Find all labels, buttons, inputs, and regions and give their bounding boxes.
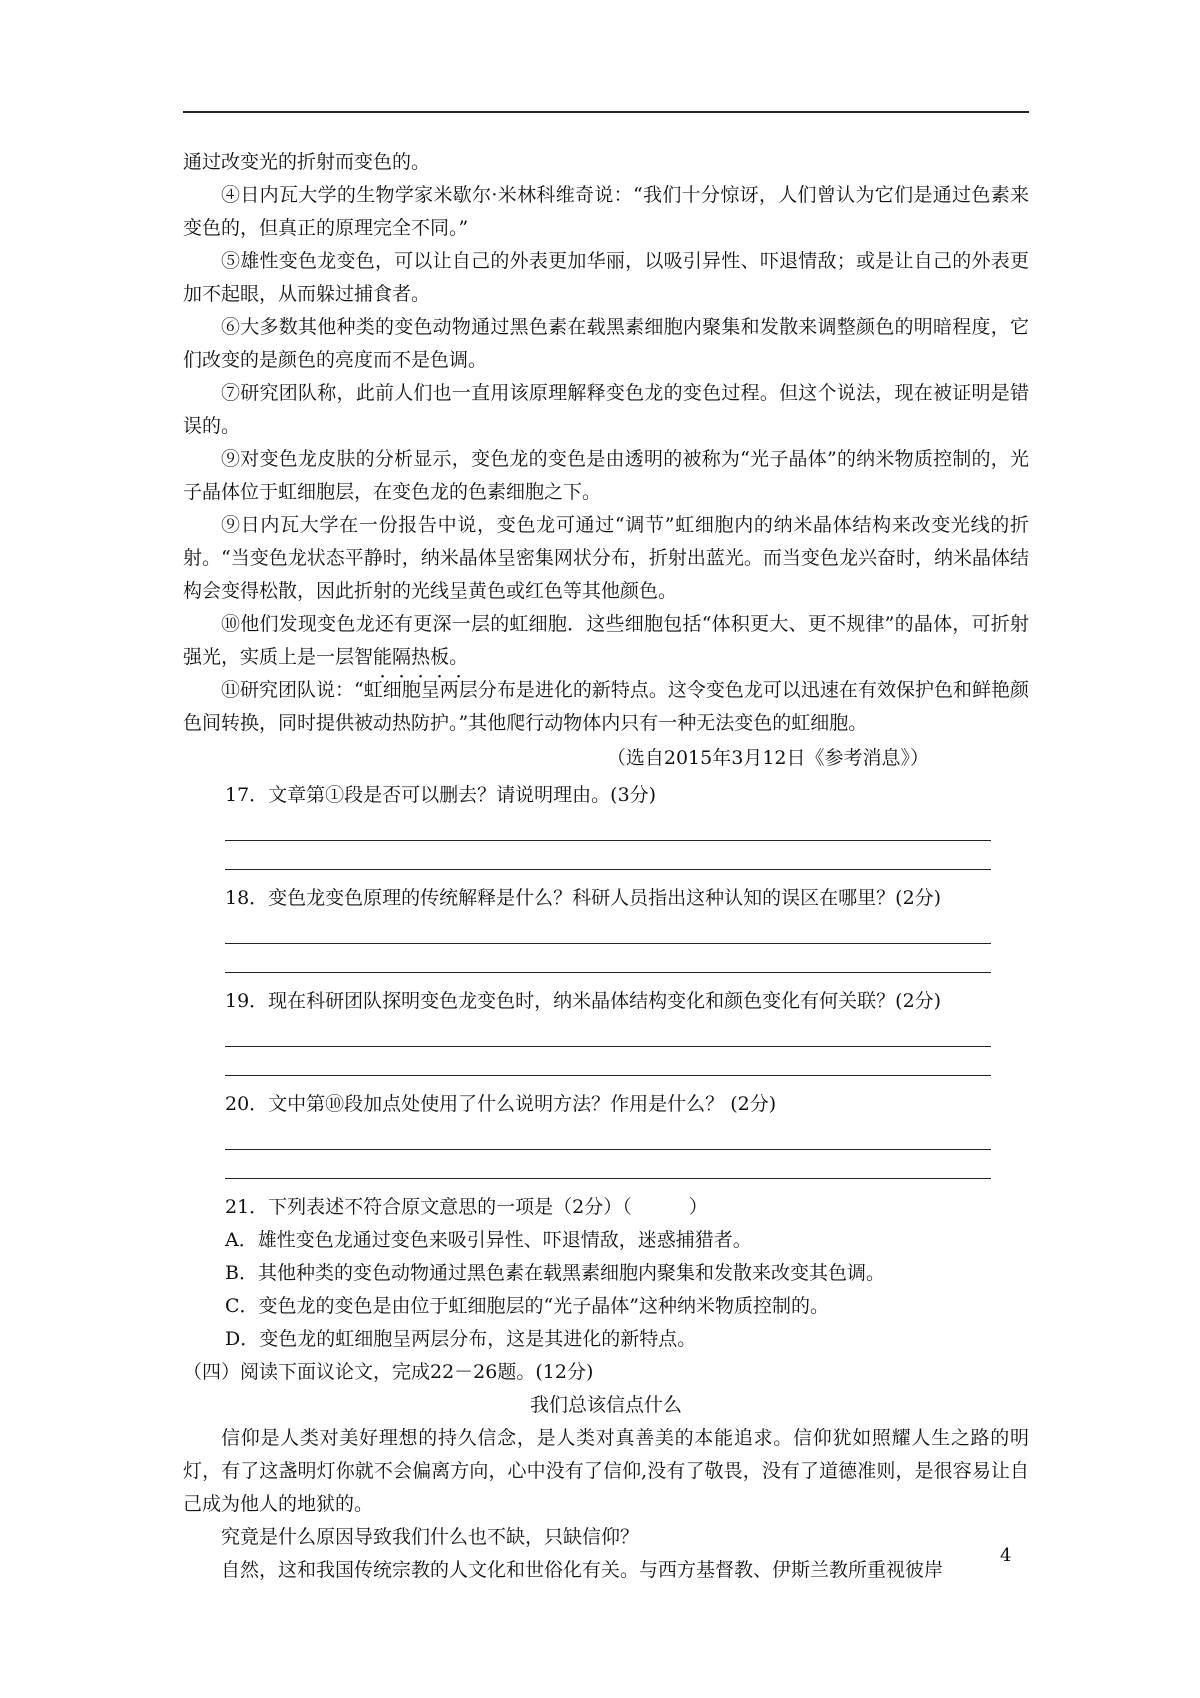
answer-line[interactable]: [225, 1150, 991, 1179]
answer-line[interactable]: [225, 1121, 991, 1150]
dotted-char: 智: [354, 646, 374, 668]
question-21: 21．下列表述不符合原文意思的一项是（2分）（ ）: [225, 1196, 708, 1218]
paragraph-10-before: ⑩他们发现变色龙还有更深一层的虹细胞．这些细胞包括“体积更大、更不规律”的晶体，可折射强光，实质上是一层: [183, 613, 1029, 668]
paragraph: ⑤雄性变色龙变色，可以让自己的外表更加华丽，以吸引异性、吓退情敌；或是让自己的外表更加不起眼，从而躲过捕食者。: [183, 250, 1029, 305]
option-c: C．变色龙的变色是由位于虹细胞层的“光子晶体”这种纳米物质控制的。: [225, 1295, 829, 1317]
paragraph-10: [183, 608, 1029, 674]
paragraph: ⑨对变色龙皮肤的分析显示，变色龙的变色是由透明的被称为“光子晶体”的纳米物质控制的，光子晶体位于虹细胞层，在变色龙的色素细胞之下。: [183, 448, 1029, 503]
paragraph: ④日内瓦大学的生物学家米歇尔·米林科维奇说：“我们十分惊讶，人们曾认为它们是通过色素来变色的，但真正的原理完全不同。”: [183, 184, 1029, 239]
option-a: A．雄性变色龙通过变色来吸引异性、吓退情敌，迷惑捕猎者。: [225, 1229, 752, 1251]
answer-line[interactable]: [225, 944, 991, 973]
essay-title: 我们总该信点什么: [529, 1394, 682, 1416]
page-number: 4: [1000, 1545, 1012, 1566]
section-heading: （四）阅读下面议论文，完成22－26题。(12分): [183, 1361, 594, 1383]
question-20: 20．文中第⑩段加点处使用了什么说明方法？作用是什么？ (2分): [225, 1093, 777, 1115]
essay-paragraph: 信仰是人类对美好理想的持久信念，是人类对真善美的本能追求。信仰犹如照耀人生之路的明灯，有了这盏明灯你就不会偏离方向，心中没有了信仰,没有了敬畏，没有了道德准则，是很容易让自己成为他人的地狱的。: [183, 1427, 1029, 1515]
question-19: 19．现在科研团队探明变色龙变色时，纳米晶体结构变化和颜色变化有何关联？(2分): [225, 990, 942, 1012]
option-b: B．其他种类的变色动物通过黑色素在载黑素细胞内聚集和发散来改变其色调。: [225, 1262, 885, 1284]
question-18: 18．变色龙变色原理的传统解释是什么？科研人员指出这种认知的误区在哪里？(2分): [225, 887, 942, 909]
dotted-char: 能: [373, 646, 393, 668]
answer-line[interactable]: [225, 1018, 991, 1047]
question-17: 17．文章第①段是否可以删去？请说明理由。(3分): [225, 784, 657, 806]
essay-paragraph: 自然，这和我国传统宗教的人文化和世俗化有关。与西方基督教、伊斯兰教所重视彼岸: [221, 1559, 944, 1581]
paragraph: 通过改变光的折射而变色的。: [183, 151, 431, 173]
paragraph: ⑦研究团队称，此前人们也一直用该原理解释变色龙的变色过程。但这个说法，现在被证明是错误的。: [183, 382, 1029, 437]
source-citation: （选自2015年3月12日《参考消息》）: [606, 747, 929, 769]
dotted-phrase: [354, 646, 449, 668]
answer-line[interactable]: [225, 915, 991, 944]
dotted-char: 隔: [392, 646, 412, 668]
dotted-char: 热: [411, 646, 431, 668]
paragraph: ⑨日内瓦大学在一份报告中说，变色龙可通过“调节”虹细胞内的纳米晶体结构来改变光线的折射。“当变色龙状态平静时，纳米晶体呈密集网状分布，折射出蓝光。而当变色龙兴奋时，纳米晶体结构会变得松散，因此折射的光线呈黄色或红色等其他颜色。: [183, 514, 1029, 602]
essay-paragraph: 究竟是什么原因导致我们什么也不缺，只缺信仰？: [221, 1526, 640, 1548]
paragraph: ⑥大多数其他种类的变色动物通过黑色素在载黑素细胞内聚集和发散来调整颜色的明暗程度，它们改变的是颜色的亮度而不是色调。: [183, 316, 1029, 371]
dotted-char: 板: [430, 646, 450, 668]
answer-line[interactable]: [225, 812, 991, 841]
paragraph-10-after: 。: [449, 646, 469, 668]
page-content: [183, 146, 1029, 1587]
answer-line[interactable]: [225, 1047, 991, 1076]
answer-line[interactable]: [225, 841, 991, 870]
header-rule: [183, 111, 1029, 113]
option-d: D．变色龙的虹细胞呈两层分布，这是其进化的新特点。: [225, 1328, 697, 1350]
paragraph-11: ⑪研究团队说：“虹细胞呈两层分布是进化的新特点。这令变色龙可以迅速在有效保护色和鲜艳颜色间转换，同时提供被动热防护。”其他爬行动物体内只有一种无法变色的虹细胞。: [183, 679, 1029, 734]
